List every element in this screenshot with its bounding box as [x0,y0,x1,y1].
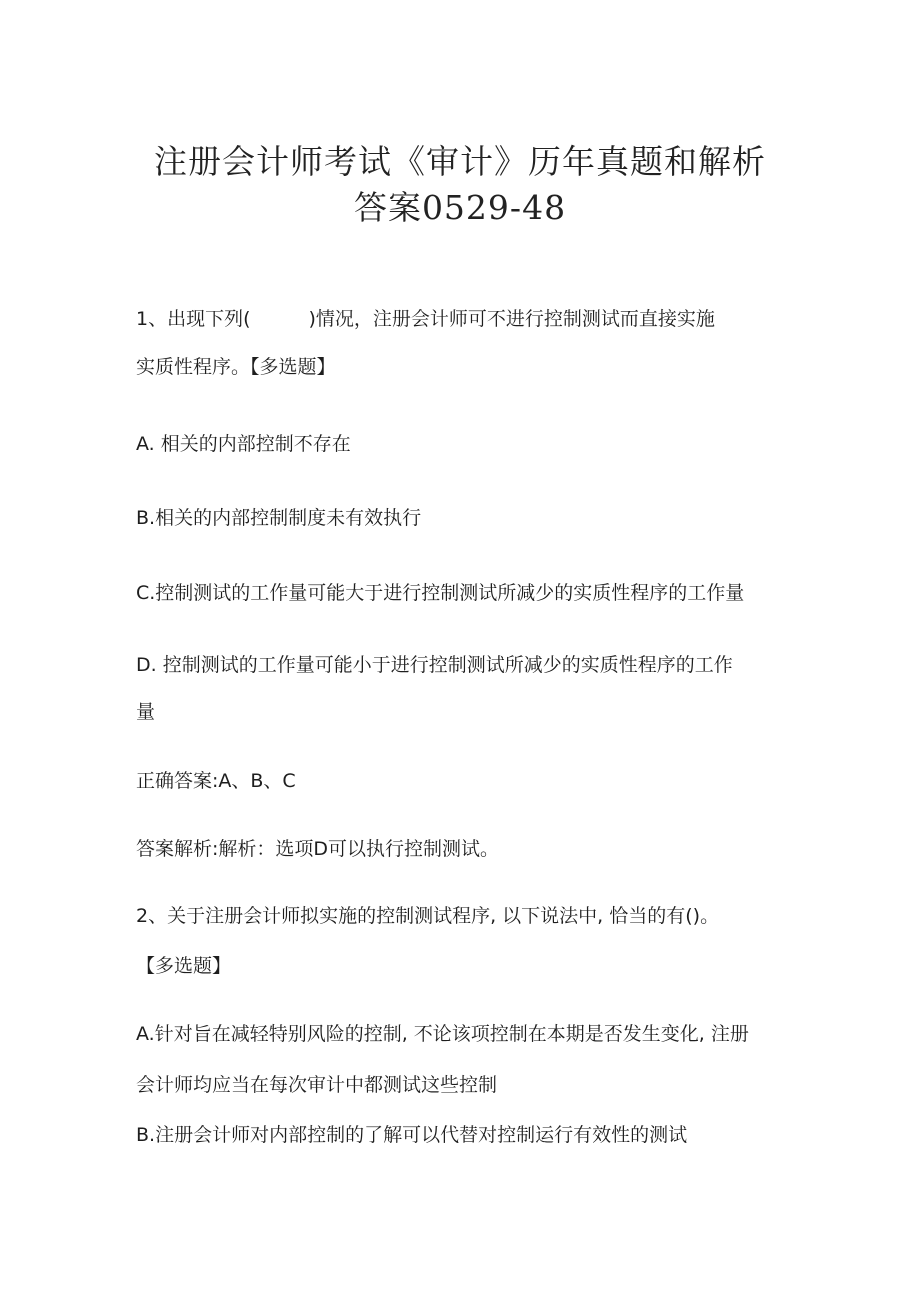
question-1-option-a: A. 相关的内部控制不存在 [136,433,351,455]
question-1-analysis: 答案解析:解析：选项D可以执行控制测试。 [136,838,500,860]
question-1-stem-part-1: 1、出现下列( [136,308,251,330]
question-2-option-a-line-2: 会计师均应当在每次审计中都测试这些控制 [136,1074,498,1096]
question-2-option-b: B.注册会计师对内部控制的了解可以代替对控制运行有效性的测试 [136,1124,688,1146]
question-1-stem-line-1 [136,307,715,331]
question-1-option-b: B.相关的内部控制制度未有效执行 [136,507,422,529]
question-2-stem-line-2: 【多选题】 [136,955,232,977]
question-1-option-c: C.控制测试的工作量可能大于进行控制测试所减少的实质性程序的工作量 [136,582,745,604]
question-2-option-a-line-1: A.针对旨在减轻特别风险的控制, 不论该项控制在本期是否发生变化, 注册 [136,1023,749,1045]
question-1-option-d-line-2: 量 [136,701,156,723]
question-2-stem-line-1: 2、关于注册会计师拟实施的控制测试程序, 以下说法中, 恰当的有()。 [136,905,720,927]
document-title-line-2: 答案0529-48 [353,188,567,227]
question-1-stem-part-2: )情况，注册会计师可不进行控制测试而直接实施 [308,308,715,330]
question-1-option-d-line-1: D. 控制测试的工作量可能小于进行控制测试所减少的实质性程序的工作 [136,654,733,676]
document-title-line-1: 注册会计师考试《审计》历年真题和解析 [154,142,766,181]
question-1-answer: 正确答案:A、B、C [136,770,296,792]
question-1-stem-line-2: 实质性程序。【多选题】 [136,356,336,378]
